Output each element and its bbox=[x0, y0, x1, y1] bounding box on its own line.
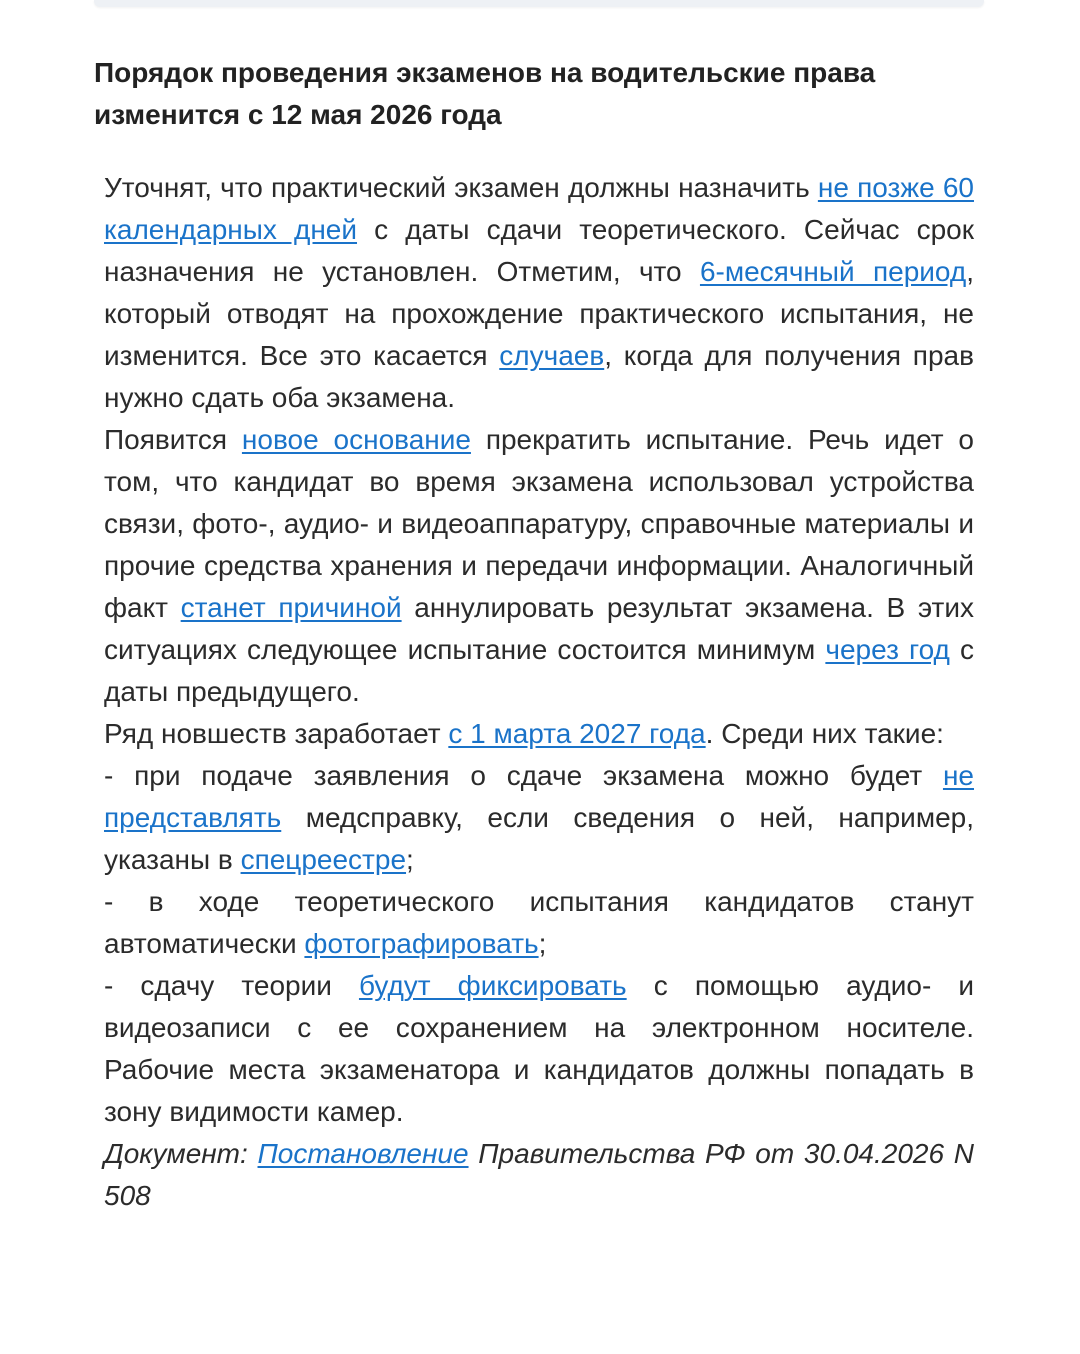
link-special-registry[interactable]: спецреестре bbox=[240, 844, 407, 875]
paragraph-text: прекратить испытание. Речь идет о том, что кандидат во время экзамена использовал устройства связи, фото-, аудио- и видеоаппаратуру, справочные материалы и прочие средства хранения и передачи информации. Аналогичный факт bbox=[104, 424, 975, 623]
paragraph-innovations bbox=[104, 713, 974, 755]
list-item-photographing bbox=[104, 881, 974, 965]
link-become-reason[interactable]: станет причиной bbox=[180, 592, 402, 623]
paragraph-text: аннулировать результат экзамена. В этих ситуациях следующее испытание состоится минимум bbox=[104, 592, 974, 665]
document-reference bbox=[104, 1133, 974, 1217]
previous-card-edge bbox=[94, 0, 984, 7]
paragraph-text: , когда для получения прав нужно сдать оба экзамена. bbox=[104, 340, 974, 413]
link-6-month-period[interactable]: 6-месячный период bbox=[699, 256, 967, 287]
paragraph-text: Уточнят, что практический экзамен должны назначить bbox=[104, 172, 818, 203]
paragraph-text: - сдачу теории bbox=[104, 970, 359, 1001]
paragraph-practical-exam bbox=[104, 167, 974, 419]
paragraph-text: с даты сдачи теоретического. Сейчас срок назначения не установлен. Отметим, что bbox=[104, 214, 974, 287]
link-new-grounds[interactable]: новое основание bbox=[241, 424, 471, 455]
paragraph-new-grounds bbox=[104, 419, 974, 713]
link-from-march-2027[interactable]: с 1 марта 2027 года bbox=[448, 718, 706, 749]
link-not-later-60-days[interactable]: не позже 60 календарных дней bbox=[104, 172, 974, 245]
link-cases[interactable]: случаев bbox=[499, 340, 605, 371]
paragraph-text: ; bbox=[538, 928, 547, 959]
paragraph-text: с даты предыдущего. bbox=[104, 634, 975, 707]
link-will-record[interactable]: будут фиксировать bbox=[358, 970, 627, 1001]
paragraph-text: . Среди них такие: bbox=[705, 718, 944, 749]
link-in-a-year[interactable]: через год bbox=[825, 634, 950, 665]
paragraph-text: с помощью аудио- и видеозаписи с ее сохранением на электронном носителе. Рабочие места экзаменатора и кандидатов должны попадать в зону видимости камер. bbox=[104, 970, 974, 1127]
article-headline: Порядок проведения экзаменов на водительские права изменится с 12 мая 2026 года bbox=[94, 57, 876, 130]
paragraph-text: - при подаче заявления о сдаче экзамена можно будет bbox=[104, 760, 943, 791]
document-label: Документ: bbox=[104, 1138, 258, 1169]
document-details: Правительства РФ от 30.04.2026 N 508 bbox=[104, 1138, 974, 1211]
list-item-medical-certificate bbox=[104, 755, 974, 881]
list-item-recording bbox=[104, 965, 974, 1133]
link-not-submit[interactable]: не представлять bbox=[104, 760, 974, 833]
paragraph-text: ; bbox=[406, 844, 414, 875]
paragraph-text: , который отводят на прохождение практического испытания, не изменится. Все это касается bbox=[104, 256, 975, 371]
paragraph-text: Ряд новшеств заработает bbox=[104, 718, 449, 749]
paragraph-text: медсправку, если сведения о ней, например, указаны в bbox=[104, 802, 974, 875]
link-photograph[interactable]: фотографировать bbox=[304, 928, 539, 959]
link-resolution[interactable]: Постановление bbox=[257, 1138, 469, 1169]
article-body bbox=[104, 167, 974, 1217]
paragraph-text: Появится bbox=[104, 424, 242, 455]
paragraph-text: - в ходе теоретического испытания кандидатов станут автоматически bbox=[104, 886, 974, 959]
